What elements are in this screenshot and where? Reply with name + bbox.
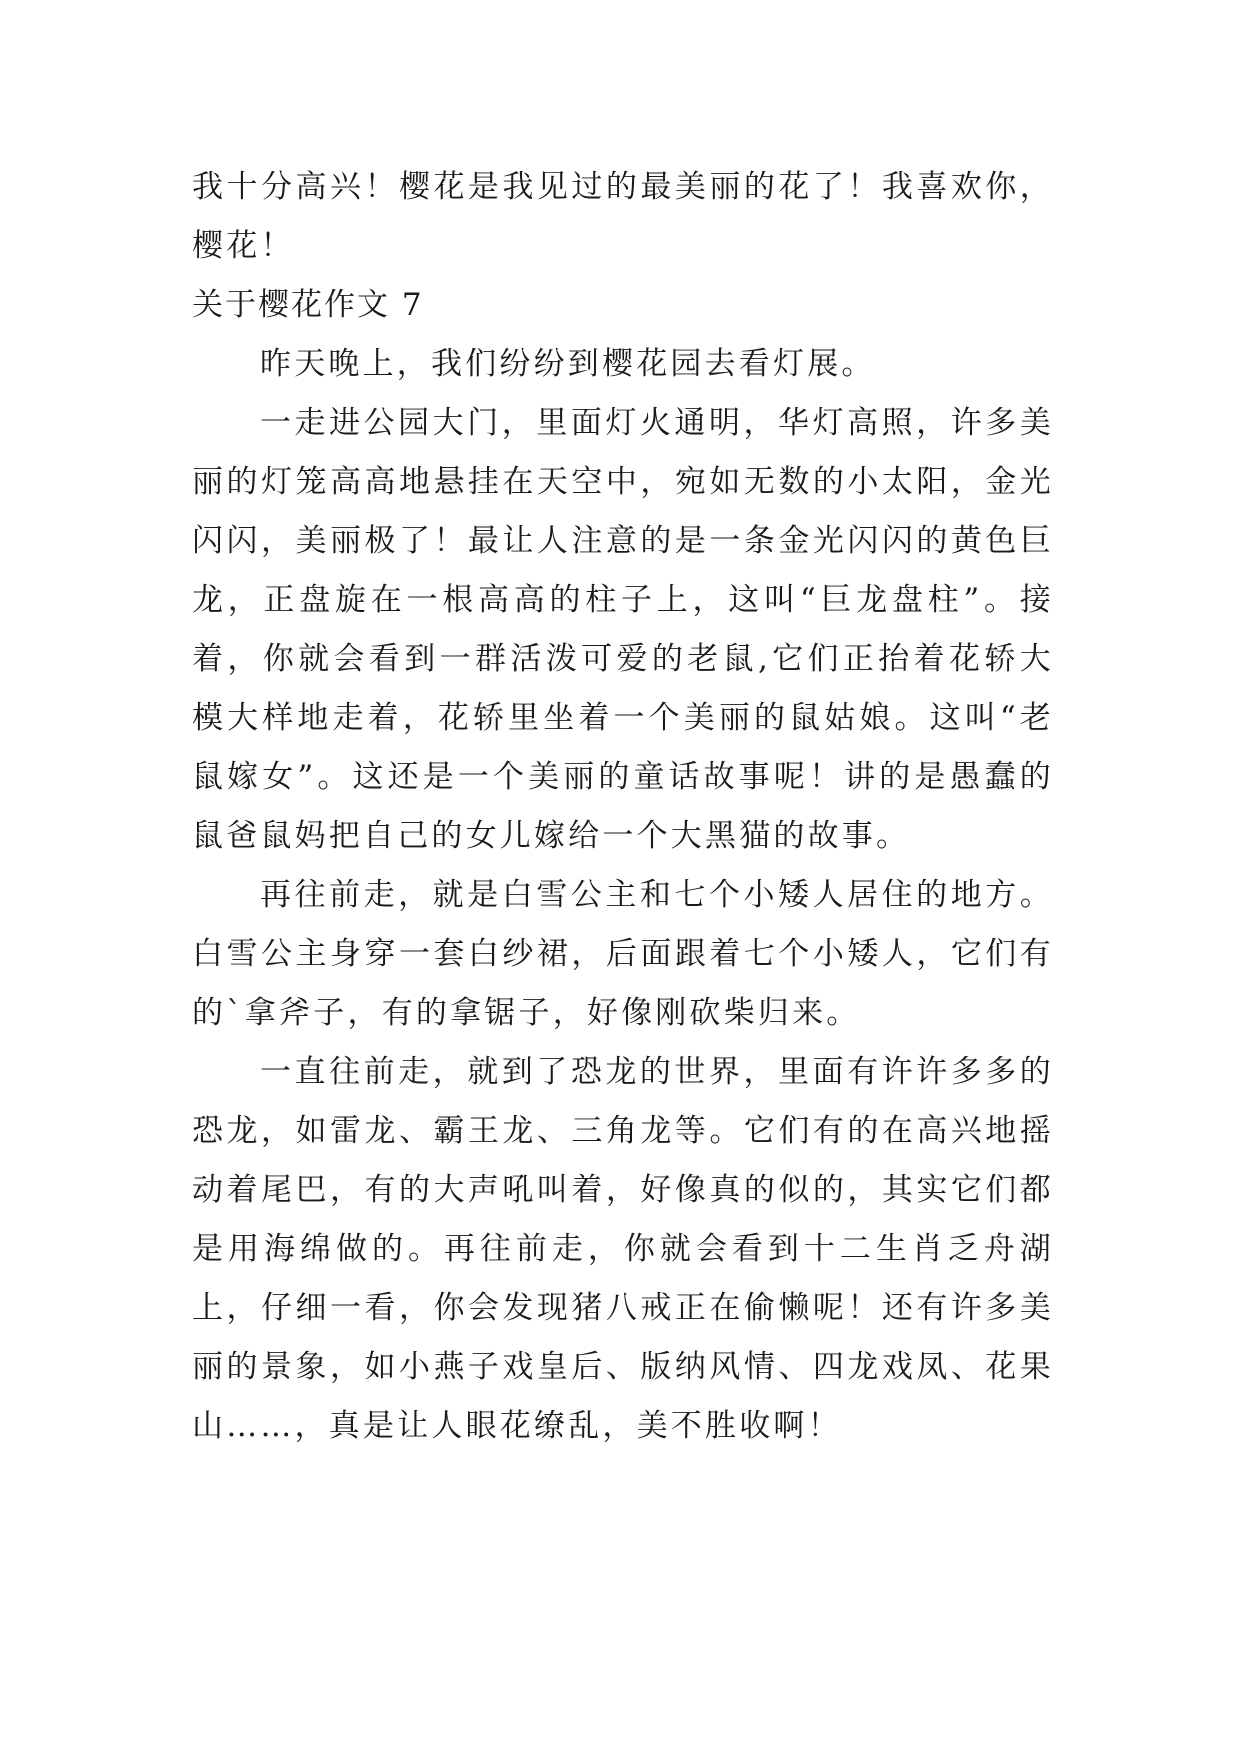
document-page: [192, 158, 1054, 1456]
body-paragraph-2: 一走进公园大门，里面灯火通明，华灯高照，许多美丽的灯笼高高地悬挂在天空中，宛如无数的小太阳，金光闪闪，美丽极了！最让人注意的是一条金光闪闪的黄色巨龙，正盘旋在一根高高的柱子上，这叫“巨龙盘柱”。接着，你就会看到一群活泼可爱的老鼠,它们正抬着花轿大模大样地走着，花轿里坐着一个美丽的鼠姑娘。这叫“老鼠嫁女”。这还是一个美丽的童话故事呢！讲的是愚蠢的鼠爸鼠妈把自己的女儿嫁给一个大黑猫的故事。: [192, 405, 1054, 854]
essay-heading: 关于樱花作文 7: [192, 287, 424, 323]
body-paragraph-1: 昨天晚上，我们纷纷到樱花园去看灯展。: [260, 346, 876, 382]
body-paragraph-4: 一直往前走，就到了恐龙的世界，里面有许许多多的恐龙，如雷龙、霸王龙、三角龙等。它们有的在高兴地摇动着尾巴，有的大声吼叫着，好像真的似的，其实它们都是用海绵做的。再往前走，你就会看到十二生肖乏舟湖上，仔细一看，你会发现猪八戒正在偷懒呢！还有许多美丽的景象，如小燕子戏皇后、版纳风情、四龙戏凤、花果山……，真是让人眼花缭乱，美不胜收啊！: [192, 1054, 1054, 1444]
body-paragraph-3: 再往前走，就是白雪公主和七个小矮人居住的地方。白雪公主身穿一套白纱裙，后面跟着七个小矮人，它们有的`拿斧子，有的拿锯子，好像刚砍柴归来。: [192, 877, 1054, 1031]
continuation-paragraph: 我十分高兴！樱花是我见过的最美丽的花了！我喜欢你，樱花！: [192, 169, 1054, 264]
